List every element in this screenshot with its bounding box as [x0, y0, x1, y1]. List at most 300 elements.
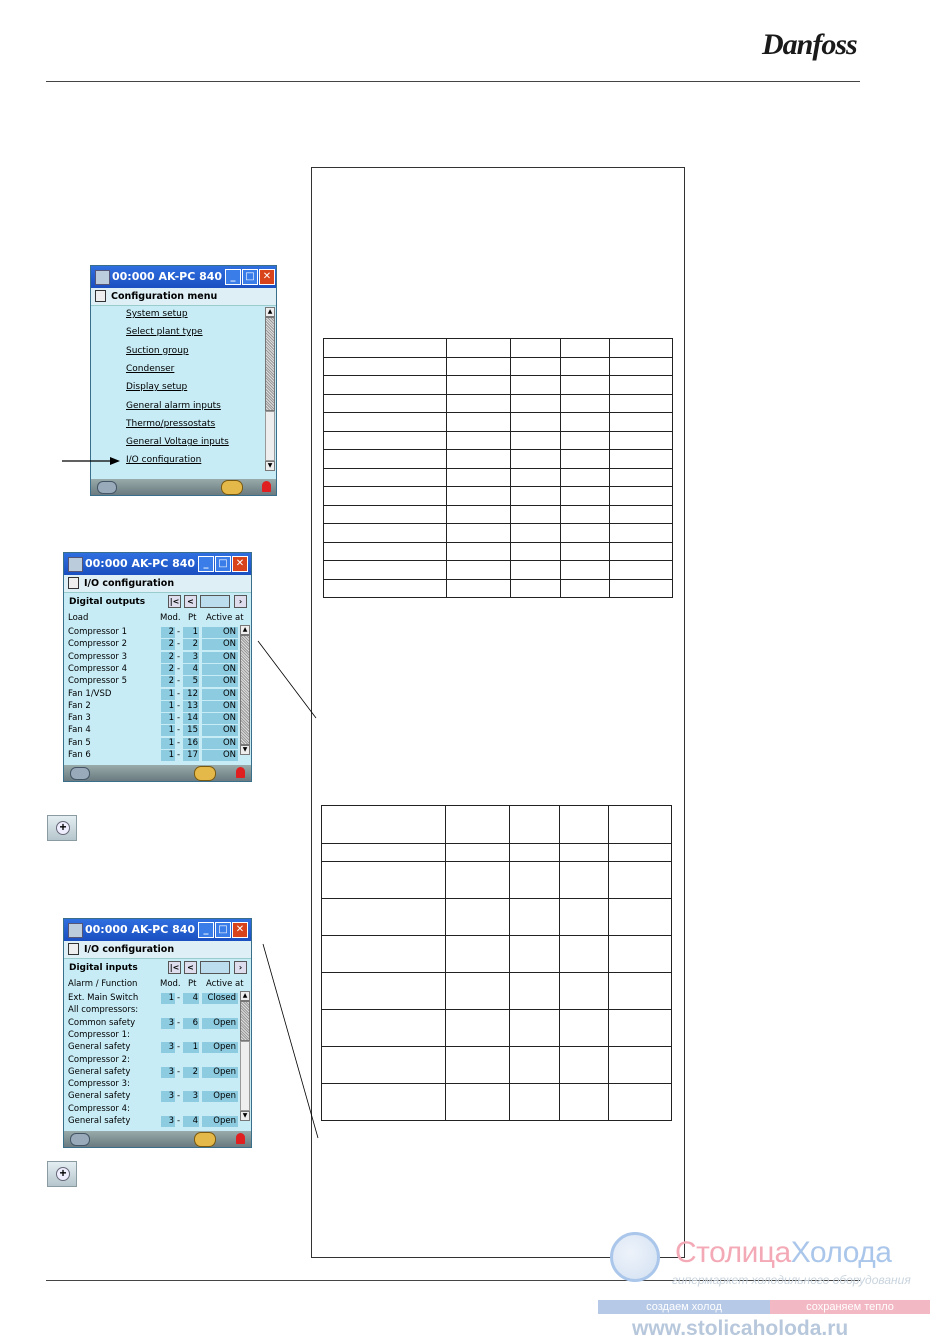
row-label: Fan 1/VSD: [68, 688, 112, 699]
active-at-field[interactable]: ON: [202, 725, 238, 736]
table-cell: [445, 973, 509, 1010]
point-field[interactable]: 17: [183, 750, 199, 761]
row-label: General safety: [68, 1091, 131, 1102]
point-field[interactable]: 15: [183, 725, 199, 736]
table-cell: [324, 524, 447, 543]
table-cell: [511, 394, 561, 413]
table-cell: [445, 1010, 509, 1047]
point-field[interactable]: 2: [183, 1067, 199, 1078]
row-label: All compressors:: [68, 1005, 139, 1016]
scrollbar-track[interactable]: [240, 1041, 250, 1111]
table-cell: [322, 973, 446, 1010]
table-cell: [324, 339, 447, 358]
table-cell: [609, 862, 672, 899]
configuration-menu-window: [90, 265, 277, 496]
table-cell: [560, 339, 610, 358]
table-cell: [510, 899, 560, 936]
row-label: General safety: [68, 1066, 131, 1077]
table-cell: [559, 936, 609, 973]
header-rule: [46, 81, 860, 82]
watermark-band-right: сохраняем тепло: [770, 1300, 930, 1314]
active-at-field[interactable]: ON: [202, 713, 238, 724]
table-cell: [559, 1047, 609, 1084]
close-icon[interactable]: ✕: [232, 922, 248, 938]
table-cell: [511, 468, 561, 487]
window-subheader: [91, 288, 276, 306]
table-cell: [445, 1084, 509, 1121]
menu-item[interactable]: Display setup: [126, 382, 188, 393]
page-slider[interactable]: [200, 595, 230, 608]
active-at-field[interactable]: Open: [202, 1091, 238, 1102]
menu-item[interactable]: General Voltage inputs: [126, 437, 229, 448]
table-row: [324, 394, 673, 413]
menu-item[interactable]: I/O configuration: [126, 455, 202, 466]
menu-item[interactable]: Select plant type: [126, 327, 203, 338]
scrollbar-thumb[interactable]: [240, 1001, 250, 1041]
separator-dash: -: [177, 663, 181, 674]
section-navbar: [64, 594, 251, 610]
table-cell: [560, 561, 610, 580]
separator-dash: -: [177, 700, 181, 711]
separator-dash: -: [177, 1091, 181, 1102]
table-cell: [610, 450, 673, 469]
lock-icon[interactable]: [68, 577, 79, 589]
table-row: [64, 627, 251, 639]
row-label: General safety: [68, 1042, 131, 1053]
table-cell: [324, 413, 447, 432]
table-cell: [324, 561, 447, 580]
table-row: [322, 862, 672, 899]
window-title: 00:000 AK-PC 840: [112, 270, 223, 283]
module-field[interactable]: 1: [161, 689, 175, 700]
separator-dash: -: [177, 1116, 181, 1126]
table-cell: [609, 1010, 672, 1047]
watermark-title-part2: Холода: [790, 1236, 892, 1269]
app-icon: [95, 270, 110, 285]
table-cell: [510, 973, 560, 1010]
table-row: [324, 487, 673, 506]
menu-item[interactable]: Condenser: [126, 363, 175, 374]
column-header-mod: Mod.: [160, 979, 181, 989]
table-cell: [511, 431, 561, 450]
alarm-bell-icon[interactable]: [236, 767, 245, 778]
row-label: Fan 6: [68, 750, 91, 760]
watermark-title-part1: Столица: [675, 1236, 791, 1269]
table-row: [324, 450, 673, 469]
column-header-active: Active at: [206, 613, 244, 623]
point-field[interactable]: 2: [183, 639, 199, 650]
point-field[interactable]: 4: [183, 664, 199, 675]
first-page-icon[interactable]: |<: [169, 597, 180, 606]
table-cell: [510, 1084, 560, 1121]
table-cell: [511, 505, 561, 524]
table-cell: [610, 505, 673, 524]
minimize-icon[interactable]: _: [198, 556, 214, 572]
menu-item[interactable]: Thermo/pressostats: [126, 418, 216, 429]
row-label: Compressor 1:: [68, 1029, 130, 1040]
table-cell: [510, 936, 560, 973]
module-field[interactable]: 1: [161, 725, 175, 736]
page-slider[interactable]: [200, 961, 230, 974]
table-cell: [560, 524, 610, 543]
table-cell: [322, 1047, 446, 1084]
active-at-field[interactable]: ON: [202, 701, 238, 712]
table-cell: [511, 542, 561, 561]
table-cell: [610, 561, 673, 580]
module-field[interactable]: 1: [161, 738, 175, 749]
module-field[interactable]: 1: [161, 701, 175, 712]
module-field[interactable]: 3: [161, 1067, 175, 1078]
scroll-up-icon[interactable]: ▲: [240, 625, 250, 635]
wrench-icon[interactable]: [194, 766, 216, 781]
table-cell: [610, 524, 673, 543]
table-cell: [445, 862, 509, 899]
section-navbar: [64, 960, 251, 976]
table-cell: [446, 339, 510, 358]
point-field[interactable]: 1: [183, 627, 199, 638]
table-cell: [610, 487, 673, 506]
window-footer: [64, 1131, 251, 1147]
scrollbar-thumb[interactable]: [240, 635, 250, 745]
separator-dash: -: [177, 1017, 181, 1028]
table-cell: [445, 899, 509, 936]
table-cell: [446, 579, 510, 598]
active-at-field[interactable]: Open: [202, 1116, 238, 1127]
close-icon[interactable]: ✕: [232, 556, 248, 572]
table-cell: [324, 487, 447, 506]
module-field[interactable]: 2: [161, 676, 175, 687]
active-at-field[interactable]: ON: [202, 689, 238, 700]
section-title: Digital outputs: [69, 597, 146, 607]
table-cell: [324, 542, 447, 561]
active-at-field[interactable]: Closed: [202, 993, 238, 1004]
table-row: [64, 639, 251, 651]
table-row: [64, 1055, 251, 1067]
key-icon[interactable]: [97, 481, 117, 494]
table-cell: [559, 1084, 609, 1121]
table-cell: [609, 1084, 672, 1121]
table-row: [64, 1030, 251, 1042]
table-cell: [322, 844, 446, 862]
point-field[interactable]: 3: [183, 1091, 199, 1102]
separator-dash: -: [177, 627, 181, 637]
prev-page-icon[interactable]: <: [184, 961, 197, 974]
row-label: Fan 4: [68, 725, 91, 736]
table-cell: [324, 376, 447, 395]
table-row: [64, 1018, 251, 1030]
key-icon[interactable]: [70, 1133, 90, 1146]
next-page-icon[interactable]: ›: [234, 595, 247, 608]
table-row: [322, 1047, 672, 1084]
table-cell: [609, 1047, 672, 1084]
scroll-down-icon[interactable]: ▼: [240, 1111, 250, 1121]
active-at-field[interactable]: ON: [202, 738, 238, 749]
table-cell: [559, 973, 609, 1010]
point-field[interactable]: 14: [183, 713, 199, 724]
table-cell: [446, 450, 510, 469]
module-field[interactable]: 3: [161, 1018, 175, 1029]
danfoss-logo: Danfoss: [762, 28, 857, 61]
table-cell: [511, 376, 561, 395]
table-cell: [609, 844, 672, 862]
table-cell: [511, 561, 561, 580]
table-cell: [322, 936, 446, 973]
app-icon: [68, 923, 83, 938]
separator-dash: -: [177, 750, 181, 760]
table-cell: [559, 899, 609, 936]
table-row: [64, 1091, 251, 1103]
table-cell: [610, 468, 673, 487]
maximize-icon[interactable]: □: [215, 556, 231, 572]
module-field[interactable]: 1: [161, 713, 175, 724]
table-row: [324, 376, 673, 395]
minimize-icon[interactable]: _: [225, 269, 241, 285]
table-cell: [560, 468, 610, 487]
module-field[interactable]: 3: [161, 1091, 175, 1102]
module-field[interactable]: 2: [161, 664, 175, 675]
point-field[interactable]: 16: [183, 738, 199, 749]
table-row: [64, 993, 251, 1005]
window-titlebar: [64, 919, 251, 941]
table-row: [324, 413, 673, 432]
key-icon[interactable]: [70, 767, 90, 780]
module-field[interactable]: 3: [161, 1042, 175, 1053]
table-cell: [609, 973, 672, 1010]
table-cell: [445, 806, 509, 844]
table-cell: [610, 339, 673, 358]
row-label: Compressor 1: [68, 627, 128, 637]
table-cell: [560, 487, 610, 506]
window-footer: [64, 765, 251, 781]
point-field[interactable]: 4: [183, 1116, 199, 1127]
table-row: [322, 1010, 672, 1047]
table-cell: [560, 431, 610, 450]
window-footer: [91, 479, 276, 495]
table-cell: [324, 357, 447, 376]
separator-dash: -: [177, 737, 181, 748]
table-cell: [560, 376, 610, 395]
table-row: [64, 1116, 251, 1128]
active-at-field[interactable]: ON: [202, 627, 238, 638]
active-at-field[interactable]: Open: [202, 1018, 238, 1029]
table-cell: [446, 394, 510, 413]
table-cell: [610, 579, 673, 598]
table-cell: [322, 806, 446, 844]
table-cell: [510, 862, 560, 899]
add-button[interactable]: [47, 815, 77, 841]
scroll-up-icon[interactable]: ▲: [240, 991, 250, 1001]
window-subheader: [64, 575, 251, 593]
section-title: Digital inputs: [69, 963, 138, 973]
plus-icon: +: [56, 1167, 70, 1181]
table-cell: [560, 357, 610, 376]
column-header-active: Active at: [206, 979, 244, 989]
table-cell: [510, 1010, 560, 1047]
row-label: Fan 5: [68, 737, 91, 748]
lock-icon[interactable]: [95, 290, 106, 302]
subheader-title: Configuration menu: [111, 291, 218, 302]
scroll-down-icon[interactable]: ▼: [240, 745, 250, 755]
window-subheader: [64, 941, 251, 959]
table-cell: [560, 542, 610, 561]
scroll-up-icon[interactable]: ▲: [265, 307, 275, 317]
table-cell: [510, 806, 560, 844]
table-row: [324, 505, 673, 524]
table-cell: [446, 413, 510, 432]
row-label: Fan 2: [68, 700, 91, 711]
table-row: [324, 468, 673, 487]
table-row: [322, 806, 672, 844]
table-cell: [511, 579, 561, 598]
table-cell: [324, 431, 447, 450]
table-row: [322, 844, 672, 862]
table-row: [322, 973, 672, 1010]
column-header-load: Load: [68, 613, 89, 623]
table-cell: [511, 357, 561, 376]
digital-outputs-window: [63, 552, 252, 782]
table-row: [64, 1042, 251, 1054]
row-label: Compressor 4:: [68, 1103, 130, 1114]
add-button[interactable]: [47, 1161, 77, 1187]
table-row: [64, 750, 251, 762]
table-cell: [511, 339, 561, 358]
close-icon[interactable]: ✕: [259, 269, 275, 285]
table-row: [324, 561, 673, 580]
column-header-mod: Mod.: [160, 613, 181, 623]
point-field[interactable]: 6: [183, 1018, 199, 1029]
point-field[interactable]: 1: [183, 1042, 199, 1053]
active-at-field[interactable]: ON: [202, 664, 238, 675]
table-cell: [610, 431, 673, 450]
table-cell: [511, 524, 561, 543]
separator-dash: -: [177, 676, 181, 687]
active-at-field[interactable]: ON: [202, 676, 238, 687]
point-field[interactable]: 13: [183, 701, 199, 712]
table-cell: [610, 376, 673, 395]
subheader-title: I/O configuration: [84, 944, 175, 955]
table-cell: [559, 844, 609, 862]
table-cell: [446, 357, 510, 376]
module-field[interactable]: 1: [161, 750, 175, 761]
point-field[interactable]: 3: [183, 652, 199, 663]
module-field[interactable]: 3: [161, 1116, 175, 1127]
table-cell: [559, 1010, 609, 1047]
table-row: [64, 1104, 251, 1116]
scroll-down-icon[interactable]: ▼: [265, 461, 275, 471]
table-row: [324, 357, 673, 376]
lock-icon[interactable]: [68, 943, 79, 955]
wrench-icon[interactable]: [194, 1132, 216, 1147]
active-at-field[interactable]: ON: [202, 750, 238, 761]
table-cell: [445, 1047, 509, 1084]
table-row: [64, 1067, 251, 1079]
table-row: [64, 701, 251, 713]
table-row: [324, 431, 673, 450]
row-label: Compressor 4: [68, 663, 128, 674]
table-cell: [445, 844, 509, 862]
table-row: [64, 1005, 251, 1017]
point-field[interactable]: 4: [183, 993, 199, 1004]
active-at-field[interactable]: Open: [202, 1067, 238, 1078]
row-label: Compressor 2:: [68, 1054, 130, 1065]
separator-dash: -: [177, 993, 181, 1003]
row-label: Compressor 2: [68, 639, 128, 650]
next-page-icon[interactable]: ›: [234, 961, 247, 974]
table-cell: [560, 579, 610, 598]
window-title: 00:000 AK-PC 840: [85, 557, 196, 570]
point-field[interactable]: 12: [183, 689, 199, 700]
maximize-icon[interactable]: □: [242, 269, 258, 285]
table-cell: [560, 394, 610, 413]
point-field[interactable]: 5: [183, 676, 199, 687]
wrench-icon[interactable]: [221, 480, 243, 495]
table-cell: [322, 1010, 446, 1047]
minimize-icon[interactable]: _: [198, 922, 214, 938]
prev-page-icon[interactable]: <: [184, 595, 197, 608]
table-row: [64, 713, 251, 725]
table-cell: [559, 862, 609, 899]
plus-icon: +: [56, 821, 70, 835]
table-cell: [446, 561, 510, 580]
module-field[interactable]: 2: [161, 627, 175, 638]
maximize-icon[interactable]: □: [215, 922, 231, 938]
menu-item[interactable]: Suction group: [126, 345, 189, 356]
menu-item[interactable]: General alarm inputs: [126, 400, 221, 411]
watermark-band-left: создаем холод: [598, 1300, 770, 1314]
active-at-field[interactable]: ON: [202, 652, 238, 663]
table-row: [324, 524, 673, 543]
separator-dash: -: [177, 639, 181, 650]
row-label: Compressor 3: [68, 651, 128, 662]
table-cell: [511, 413, 561, 432]
separator-dash: -: [177, 725, 181, 736]
module-field[interactable]: 1: [161, 993, 175, 1004]
table-row: [322, 936, 672, 973]
inputs-table: [321, 805, 672, 1121]
scrollbar-thumb[interactable]: [265, 317, 275, 411]
table-cell: [510, 844, 560, 862]
alarm-bell-icon[interactable]: [262, 481, 271, 492]
scrollbar-track[interactable]: [265, 411, 275, 461]
table-cell: [446, 431, 510, 450]
separator-dash: -: [177, 713, 181, 724]
table-cell: [324, 579, 447, 598]
column-header-pt: Pt: [188, 613, 197, 623]
table-row: [64, 676, 251, 688]
row-label: General safety: [68, 1116, 131, 1126]
globe-icon: [610, 1232, 660, 1282]
active-at-field[interactable]: Open: [202, 1042, 238, 1053]
table-cell: [511, 487, 561, 506]
table-row: [324, 579, 673, 598]
table-row: [322, 1084, 672, 1121]
table-cell: [609, 936, 672, 973]
separator-dash: -: [177, 1066, 181, 1077]
alarm-bell-icon[interactable]: [236, 1133, 245, 1144]
row-label: Common safety: [68, 1017, 136, 1028]
active-at-field[interactable]: ON: [202, 639, 238, 650]
menu-item[interactable]: System setup: [126, 309, 188, 319]
table-cell: [609, 806, 672, 844]
table-row: [64, 664, 251, 676]
first-page-icon[interactable]: |<: [169, 963, 180, 972]
subheader-title: I/O configuration: [84, 578, 175, 589]
separator-dash: -: [177, 1042, 181, 1053]
table-cell: [446, 376, 510, 395]
table-cell: [324, 468, 447, 487]
module-field[interactable]: 2: [161, 652, 175, 663]
module-field[interactable]: 2: [161, 639, 175, 650]
